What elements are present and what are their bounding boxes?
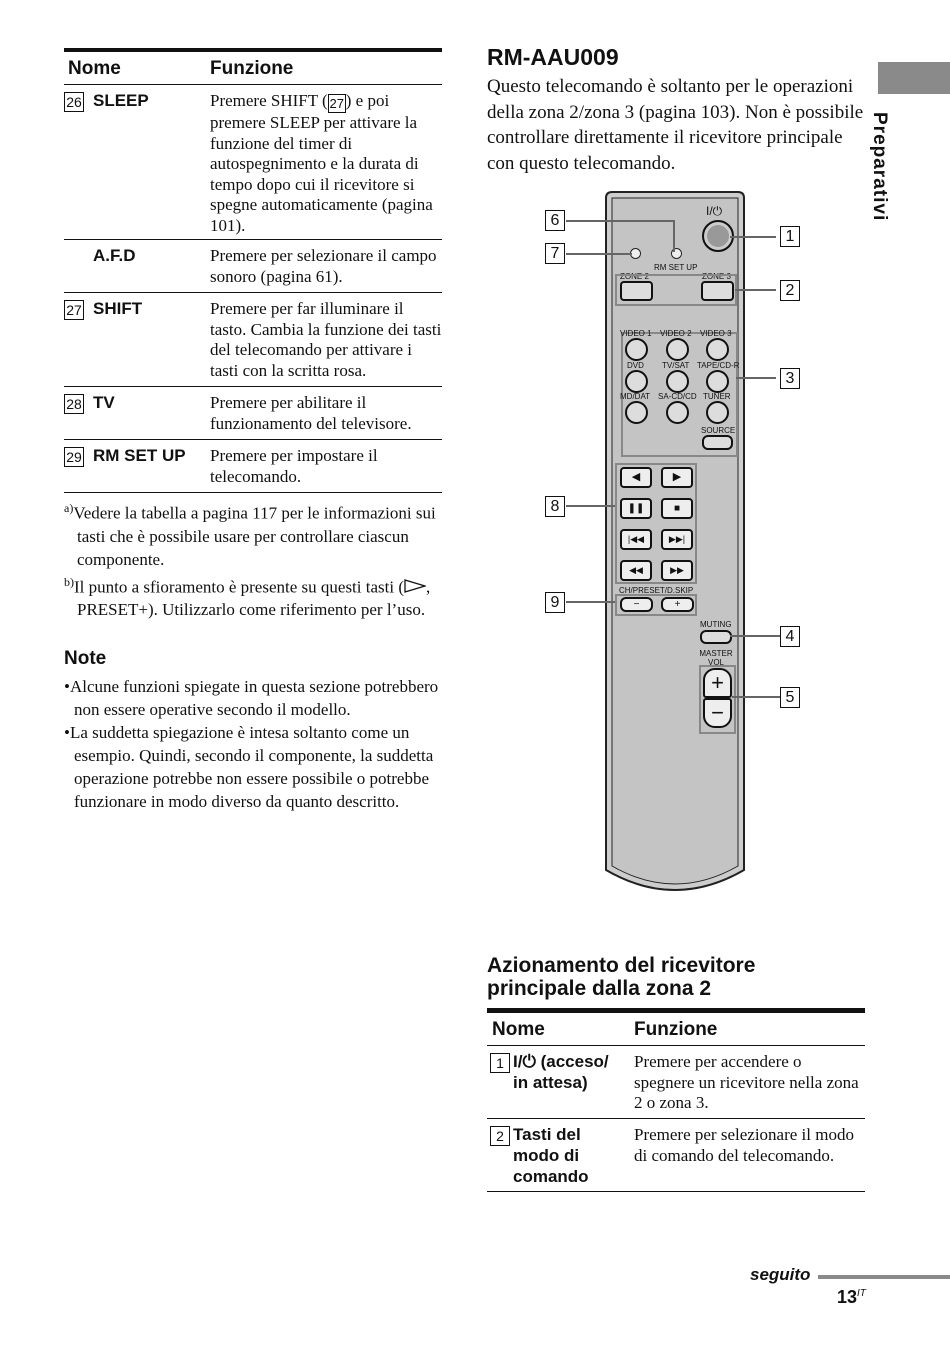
table-row — [487, 1119, 865, 1192]
continued-label: seguito — [750, 1265, 811, 1284]
footnote-a: $^{a)}$Vedere la tabella a pagina 117 per le informazioni sui tasti che è possibile usare per controllare ciascun componente. — [64, 501, 436, 569]
item-name: Tasti del modo di comando — [513, 1125, 589, 1186]
callout-lines — [540, 200, 810, 620]
footnotes — [64, 497, 444, 621]
item-name: RM SET UP — [93, 446, 186, 465]
section-tab-marker — [878, 62, 950, 94]
dvd-label: DVD — [627, 361, 644, 370]
rm-set-up-label: RM SET UP — [654, 263, 698, 272]
ch-plus-button[interactable]: + — [661, 597, 694, 612]
left-function-table — [64, 48, 442, 493]
continued-rule — [818, 1275, 950, 1279]
play-button[interactable]: ▶ — [661, 467, 693, 488]
tuner-label: TUNER — [703, 392, 731, 401]
zone2-function-table — [487, 1008, 865, 1192]
stop-button[interactable]: ■ — [661, 498, 693, 519]
callout-2: 2 — [780, 280, 800, 301]
pause-button[interactable]: ❚❚ — [620, 498, 652, 519]
item-name: SLEEP — [93, 91, 149, 110]
callout-9: 9 — [545, 592, 565, 613]
section-side-label: Preparativi — [869, 112, 890, 222]
header-function: Funzione — [634, 1019, 718, 1040]
table-row — [64, 387, 442, 440]
remote-section-title: RM-AAU009 — [487, 44, 619, 70]
fast-forward-button[interactable]: ▶▶ — [661, 560, 693, 581]
ch-minus-button[interactable]: − — [620, 597, 653, 612]
item-description: Premere SHIFT ( 27 ) e poi premere SLEEP per attivare la funzione del timer di autospegnimento e la durata di tempo dopo cui il ricevitore si spegne automaticamente (pagina 101). — [210, 91, 433, 235]
item-description: Premere per far illuminare il tasto. Cambia la funzione dei tasti del telecomando per attivare i tasti con la scritta rosa. — [210, 299, 442, 380]
remote-intro: Questo telecomando è soltanto per le operazioni della zona 2/zona 3 (pagina 103). Non è possibile controllare direttamente il ricevitore principale con questo telecomando. — [487, 76, 864, 174]
item-number: 28 — [64, 394, 84, 414]
video1-label: VIDEO 1 — [620, 329, 652, 338]
header-function: Funzione — [210, 58, 294, 79]
zone2-label: ZONE 2 — [620, 272, 649, 281]
table-row — [64, 440, 442, 493]
callout-5: 5 — [780, 687, 800, 708]
item-description: Premere per abilitare il funzionamento del televisore. — [210, 393, 412, 433]
item-name: A.F.D — [93, 246, 136, 265]
zone2-section-title: Azionamento del ricevitore principale dalla zona 2 — [487, 954, 756, 1000]
item-name: SHIFT — [93, 299, 143, 318]
item-description: Premere per selezionare il modo di comando del telecomando. — [634, 1125, 854, 1165]
master-vol-label: MASTER VOL — [699, 649, 733, 667]
footnote-b: $^{b)}$Il punto a sfioramento è presente su questi tasti ( , PRESET+). Utilizzarlo come riferimento per l’uso. — [64, 574, 431, 620]
callout-3: 3 — [780, 368, 800, 389]
item-name: TV — [93, 393, 115, 412]
header-name: Nome — [68, 58, 121, 79]
fast-rewind-button[interactable]: ◀◀ — [620, 560, 652, 581]
ch-preset-label: CH/PRESET/D.SKIP — [619, 586, 694, 595]
callout-8: 8 — [545, 496, 565, 517]
callout-7: 7 — [545, 243, 565, 264]
callout-1: 1 — [780, 226, 800, 247]
mddat-label: MD/DAT — [620, 392, 651, 401]
callout-4: 4 — [780, 626, 800, 647]
table-row — [487, 1046, 865, 1119]
table-row — [64, 85, 442, 240]
note-section — [64, 648, 442, 813]
note-item: •La suddetta spiegazione è intesa soltanto come un esempio. Quindi, secondo il componente, la suddetta operazione potrebbe non essere possibile o potrebbe funzionare in modo diverso da quanto descritto. — [64, 723, 434, 811]
item-number: 1 — [490, 1053, 510, 1073]
zone3-label: ZONE 3 — [702, 272, 731, 281]
item-number: 27 — [64, 300, 84, 320]
item-description: Premere per selezionare il campo sonoro (pagina 61). — [210, 246, 437, 286]
prev-button[interactable]: |◀◀ — [620, 529, 652, 550]
page-number: $13^{IT}$ — [837, 1287, 866, 1307]
table-row — [64, 293, 442, 387]
sacdcd-label: SA-CD/CD — [658, 392, 697, 401]
table-row — [64, 240, 442, 293]
callout-6: 6 — [545, 210, 565, 231]
rewind-button[interactable]: ◀ — [620, 467, 652, 488]
item-number: 2 — [490, 1126, 510, 1146]
item-description: Premere per impostare il telecomando. — [210, 446, 378, 486]
tapecdr-label: TAPE/CD-R — [697, 361, 740, 370]
callout-lines-lower — [540, 600, 810, 720]
note-item: •Alcune funzioni spiegate in questa sezione potrebbero non essere operative secondo il modello. — [64, 677, 439, 719]
item-name: I/⏻ (acceso/ in attesa) — [513, 1052, 609, 1092]
power-label: I/⏻ — [706, 204, 723, 218]
next-button[interactable]: ▶▶| — [661, 529, 693, 550]
ref-number: 27 — [329, 96, 344, 111]
volume-plus-button[interactable]: + — [703, 668, 732, 698]
note-title: Note — [64, 648, 107, 669]
source-label: SOURCE — [701, 426, 736, 435]
item-number: 29 — [64, 447, 84, 467]
item-description: Premere per accendere o spegnere un ricevitore nella zona 2 o zona 3. — [634, 1052, 859, 1113]
play-triangle-icon — [404, 579, 426, 593]
volume-minus-button[interactable]: − — [703, 698, 732, 728]
item-number: 26 — [64, 92, 84, 112]
video3-label: VIDEO 3 — [700, 329, 732, 338]
tvsat-label: TV/SAT — [662, 361, 690, 370]
video2-label: VIDEO 2 — [660, 329, 692, 338]
header-name: Nome — [492, 1019, 545, 1040]
muting-label: MUTING — [700, 620, 732, 629]
